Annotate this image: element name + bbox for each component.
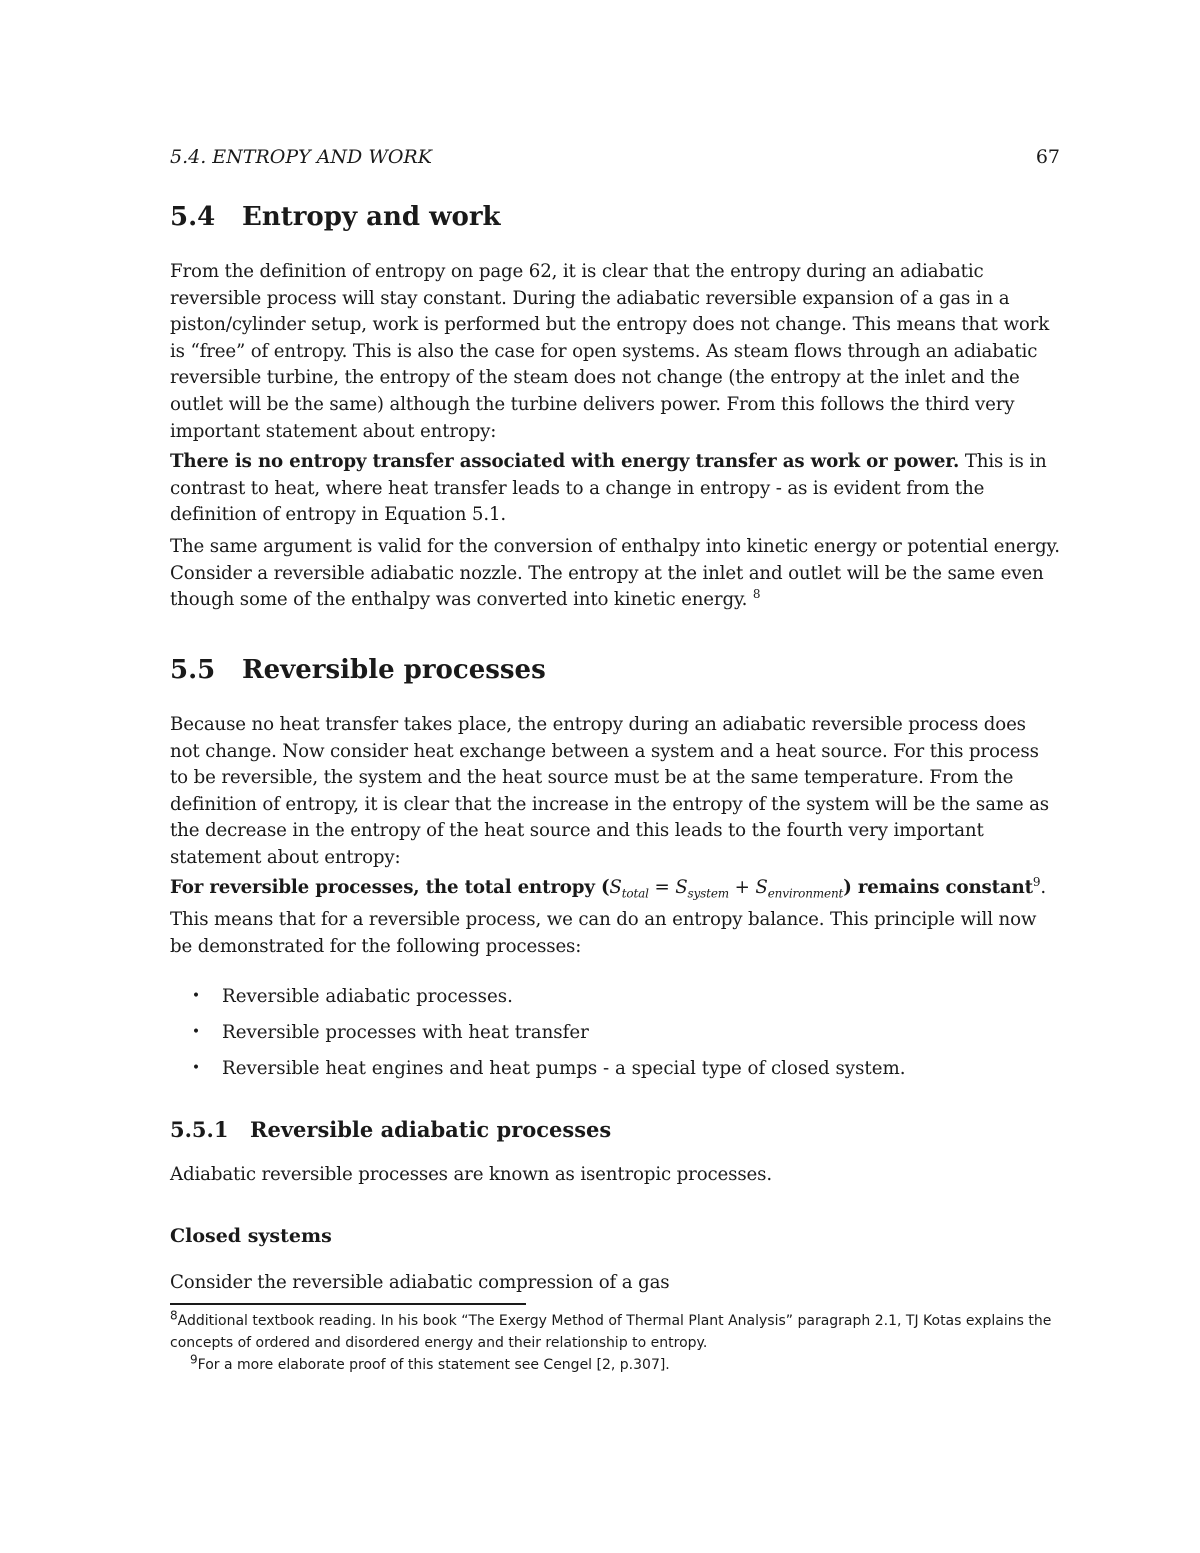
process-list <box>170 978 1060 1086</box>
bullet-icon: • <box>191 988 201 1004</box>
footnote-divider <box>170 1303 526 1305</box>
math-s-total: $S_{total} = S_{system} + S_{environment}$ <box>609 877 844 901</box>
paragraph-reversible-intro: Because no heat transfer takes place, the entropy during an adiabatic reversible process does not change. Now consider heat exchange between a system and a heat source. For this process to be reversible, the system and the heat source must be at the same temperature. From the definition of entropy, it is clear that the increase in the entropy of the system will be the same as the decrease in the entropy of the heat source and this leads to the fourth very important statement about entropy: <box>170 714 1049 868</box>
subsection-title: Reversible adiabatic processes <box>250 1117 612 1142</box>
page-number: 67 <box>1035 146 1060 168</box>
footnotes <box>170 1310 1060 1376</box>
footnote-9: $^9$For a more elaborate proof of this statement see Cengel [2, p.307]. <box>190 1352 670 1373</box>
statement-continuation: This is in contrast to heat, where heat transfer leads to a change in entropy - as is evident from the definition of entropy in Equation 5.1. <box>170 451 1047 526</box>
bullet-icon: • <box>191 1060 201 1076</box>
section-number: 5.4 <box>170 202 216 232</box>
section-heading-5-4 <box>170 202 1060 232</box>
paragraph-text: The same argument is valid for the conversion of enthalpy into kinetic energy or potential energy. Consider a reversible adiabatic nozzle. The entropy at the inlet and outlet will be the same even though some of the enthalpy was converted into kinetic energy. <box>170 536 1060 611</box>
list-item: • Reversible heat engines and heat pumps - a special type of closed system. <box>170 1050 1060 1086</box>
list-item: • Reversible adiabatic processes. <box>170 978 1060 1014</box>
paragraph-entropy-statement-3 <box>170 449 1060 529</box>
bold-statement: There is no entropy transfer associated with energy transfer as work or power. <box>170 451 960 472</box>
footnote-mark: 9 <box>190 1352 198 1367</box>
paragraph-enthalpy-conversion <box>170 534 1060 614</box>
subsection-heading-5-5-1 <box>170 1117 1060 1142</box>
statement-continuation: . This means that for a reversible process, we can do an entropy balance. This principle will now be demonstrated for the following processes: <box>170 877 1046 957</box>
bold-statement-start: For reversible processes, the total entropy ( <box>170 877 610 898</box>
section-title: Entropy and work <box>242 202 501 232</box>
footnote-8: $^8$Additional textbook reading. In his book “The Exergy Method of Thermal Plant Analysis” paragraph 2.1, TJ Kotas explains the concepts of ordered and disordered energy and their relationship to entropy. <box>170 1308 1052 1351</box>
section-number: 5.5 <box>170 655 216 685</box>
section-heading-5-5 <box>170 655 1060 685</box>
paragraph-heading-closed-systems: Closed systems <box>170 1225 332 1247</box>
running-header <box>170 146 1060 168</box>
footnote-ref-8[interactable]: 8 <box>752 587 761 602</box>
list-item: • Reversible processes with heat transfer <box>170 1014 1060 1050</box>
bold-statement-end: ) remains constant <box>843 877 1033 898</box>
bullet-icon: • <box>191 1024 201 1040</box>
subsection-number: 5.5.1 <box>170 1117 229 1142</box>
footnote-mark: 8 <box>170 1308 178 1323</box>
paragraph-isentropic: Adiabatic reversible processes are known as isentropic processes. <box>170 1164 772 1185</box>
paragraph-compression: Consider the reversible adiabatic compression of a gas <box>170 1272 670 1293</box>
paragraph-entropy-statement-4 <box>170 875 1060 960</box>
footnote-ref-9[interactable]: 9 <box>1032 874 1041 889</box>
running-title: 5.4. ENTROPY AND WORK <box>170 146 432 168</box>
paragraph-entropy-work-intro: From the definition of entropy on page 62, it is clear that the entropy during an adiabatic reversible process will stay constant. During the adiabatic reversible expansion of a gas in a piston/cylinder setup, work is performed but the entropy does not change. This means that work is “free” of entropy. This is also the case for open systems. As steam flows through an adiabatic reversible turbine, the entropy of the steam does not change (the entropy at the inlet and the outlet will be the same) although the turbine delivers power. From this follows the third very important statement about entropy: <box>170 261 1050 442</box>
section-title: Reversible processes <box>242 655 546 685</box>
